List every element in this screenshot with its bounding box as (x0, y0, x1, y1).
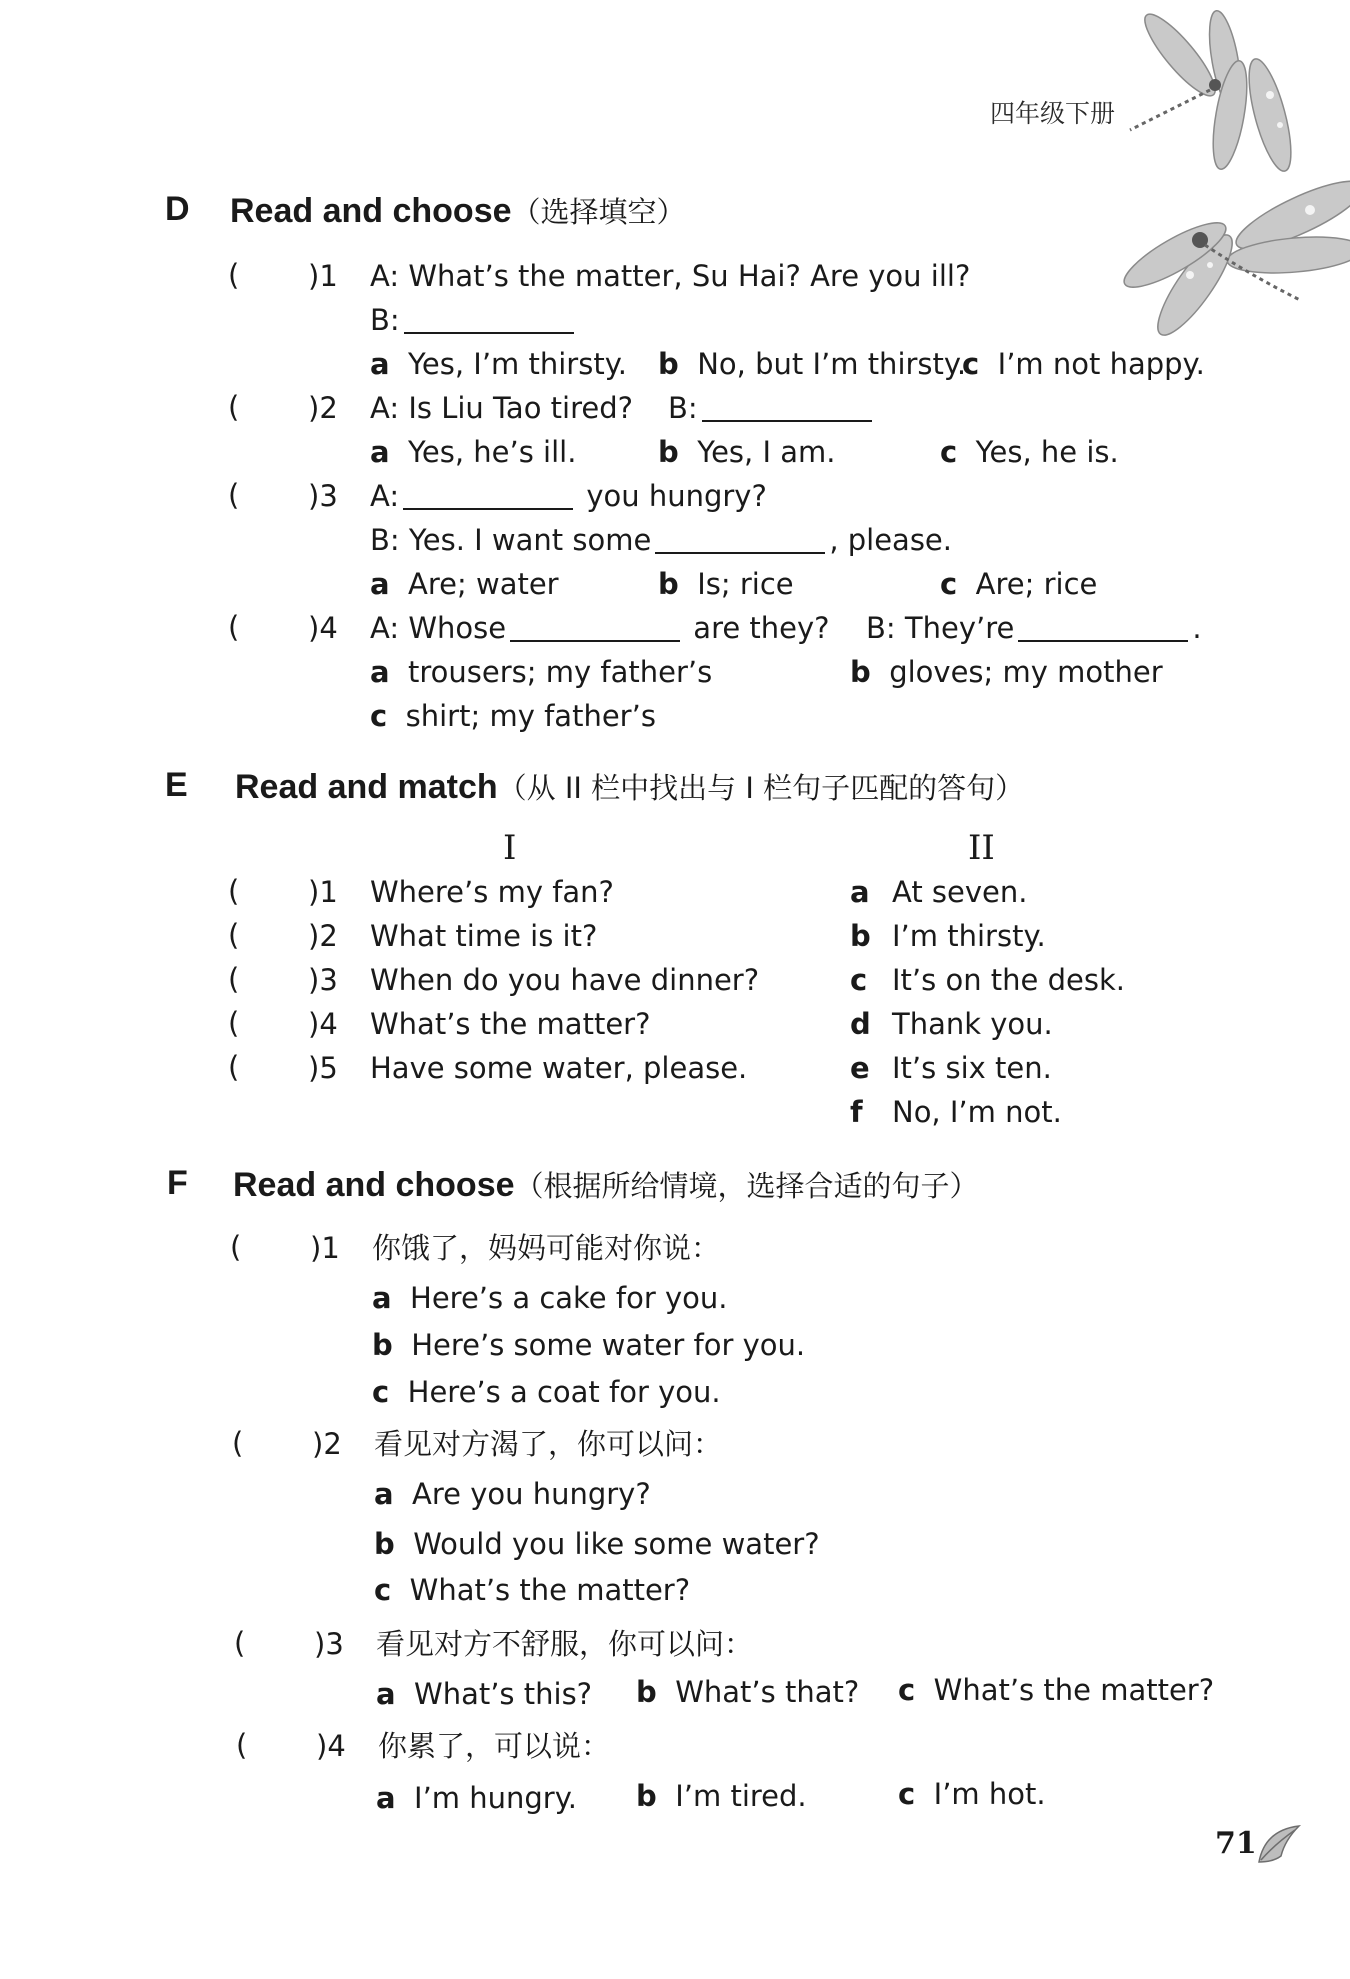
section-f-title: Read and choose (233, 1166, 515, 1204)
option-a: a Are; water (370, 567, 559, 601)
question-line: A: you hungry? (370, 479, 767, 513)
option-b: b Yes, I am. (658, 435, 836, 469)
page-number: 71 (1215, 1826, 1257, 1861)
section-d-letter: D (165, 190, 190, 228)
option-c: c What’s the matter? (898, 1673, 1215, 1707)
option-b: b gloves; my mother (850, 655, 1163, 689)
dragonfly-icon (1120, 15, 1350, 355)
answer-paren-f4[interactable]: ( (236, 1728, 248, 1762)
section-d-cn: （选择填空） (511, 195, 686, 229)
answer-blank[interactable] (702, 420, 872, 422)
section-f-heading (233, 1164, 979, 1205)
situation-prompt: 看见对方渴了，你可以问： (374, 1427, 723, 1461)
answer-paren-d2[interactable]: ( (228, 390, 240, 424)
question-line: B: (668, 390, 876, 426)
answer-paren-f2[interactable]: ( (232, 1426, 244, 1460)
question-number: )4 (308, 611, 338, 645)
question-number: )1 (310, 1231, 340, 1265)
answer-paren[interactable]: ( (228, 918, 240, 952)
option-a: a Here’s a cake for you. (372, 1281, 728, 1315)
answer-blank[interactable] (655, 552, 825, 554)
question-number: )1 (308, 259, 338, 293)
question-number: )3 (308, 479, 338, 513)
answer-paren-d3[interactable]: ( (228, 478, 240, 512)
section-e-title: Read and match (235, 768, 498, 806)
option-c: c Yes, he is. (940, 435, 1119, 469)
situation-prompt: 你饿了，妈妈可能对你说： (372, 1231, 721, 1265)
option-c: c I’m hot. (898, 1777, 1046, 1811)
answer-blank[interactable] (404, 332, 574, 334)
answer-paren[interactable]: ( (228, 1006, 240, 1040)
question-line: B: They’re . (866, 611, 1202, 645)
option-a: a Are you hungry? (374, 1477, 651, 1511)
question-line: A: What’s the matter, Su Hai? Are you ill? (370, 259, 971, 293)
column-i-header: I (503, 828, 517, 868)
option-c: c I’m not happy. (962, 347, 1205, 381)
answer-paren-d1[interactable]: ( (228, 258, 240, 292)
option-b: b Would you like some water? (374, 1527, 820, 1561)
section-f-letter: F (167, 1164, 188, 1202)
answer-paren[interactable]: ( (228, 962, 240, 996)
answer-paren-f3[interactable]: ( (234, 1626, 246, 1660)
question-line: B: (370, 302, 578, 338)
option-b: b No, but I’m thirsty. (658, 347, 967, 381)
option-a: a Yes, he’s ill. (370, 435, 577, 469)
answer-paren[interactable]: ( (228, 1050, 240, 1084)
column-ii-header: II (968, 828, 995, 868)
question-line: A: Is Liu Tao tired? (370, 391, 634, 425)
option-a: a trousers; my father’s (370, 655, 713, 689)
situation-prompt: 看见对方不舒服，你可以问： (376, 1627, 754, 1661)
situation-prompt: 你累了，可以说： (378, 1729, 611, 1763)
option-b: b Is; rice (658, 567, 794, 601)
section-e-heading (235, 766, 1024, 807)
option-c: c Here’s a coat for you. (372, 1375, 721, 1409)
option-c: c Are; rice (940, 567, 1098, 601)
option-b: b I’m tired. (636, 1779, 807, 1813)
question-number: )3 (314, 1627, 344, 1661)
option-b: b What’s that? (636, 1675, 860, 1709)
answer-blank[interactable] (403, 508, 573, 510)
question-line: B: Yes. I want some , please. (370, 523, 952, 557)
option-a: a What’s this? (376, 1677, 593, 1711)
question-line: A: Whose are they? (370, 611, 830, 645)
answer-paren-f1[interactable]: ( (230, 1230, 242, 1264)
leaf-icon (1255, 1822, 1303, 1866)
section-f-cn: （根据所给情境，选择合适的句子） (514, 1169, 979, 1203)
option-a: a Yes, I’m thirsty. (370, 347, 627, 381)
question-number: )2 (308, 391, 338, 425)
option-b: b Here’s some water for you. (372, 1328, 806, 1362)
section-e-cn: （从 II 栏中找出与 I 栏句子匹配的答句） (497, 771, 1025, 805)
question-number: )2 (312, 1427, 342, 1461)
answer-blank[interactable] (510, 640, 680, 642)
section-d-heading (230, 190, 686, 231)
answer-paren[interactable]: ( (228, 874, 240, 908)
section-e-letter: E (165, 766, 188, 804)
option-c: c shirt; my father’s (370, 699, 656, 733)
answer-paren-d4[interactable]: ( (228, 610, 240, 644)
section-d-title: Read and choose (230, 192, 512, 230)
question-number: )4 (316, 1729, 346, 1763)
grade-label: 四年级下册 (990, 99, 1116, 128)
option-a: a I’m hungry. (376, 1781, 577, 1815)
answer-blank[interactable] (1018, 640, 1188, 642)
option-c: c What’s the matter? (374, 1573, 691, 1607)
